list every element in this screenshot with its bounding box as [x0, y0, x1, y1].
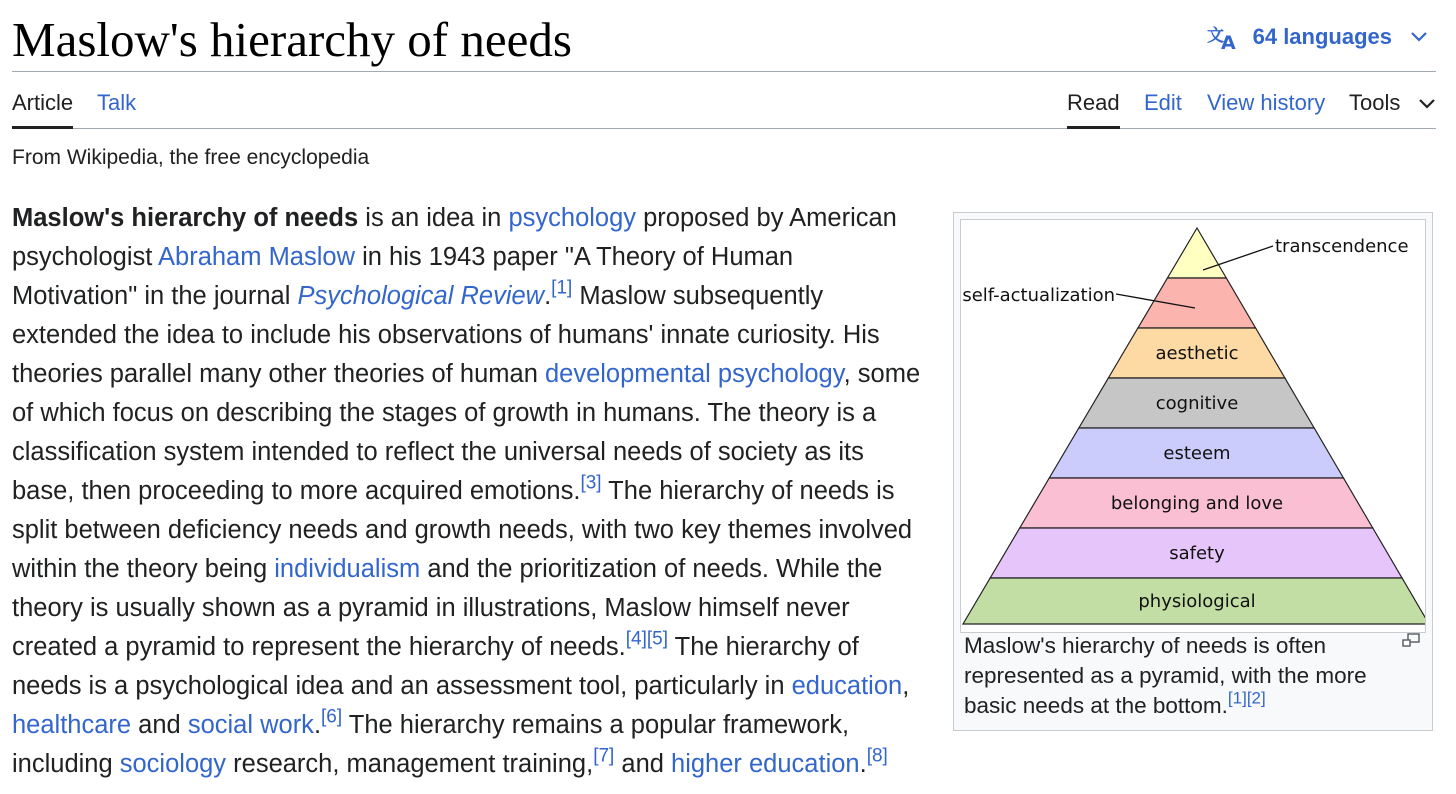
reference-7[interactable]: [7]	[593, 745, 615, 767]
pyramid-label-belonging-and-love: belonging and love	[1110, 493, 1284, 514]
reference-3[interactable]: [3]	[580, 472, 602, 494]
pyramid-label-transcendence: transcendence	[1275, 236, 1409, 257]
site-tagline: From Wikipedia, the free encyclopedia	[12, 146, 370, 169]
language-selector-button[interactable]	[1207, 24, 1428, 50]
reference-4[interactable]: [4]	[625, 628, 647, 650]
reference-8[interactable]: [8]	[866, 745, 888, 767]
svg-text:文: 文	[1206, 26, 1224, 46]
link-abraham-maslow[interactable]: Abraham Maslow	[158, 243, 356, 271]
reference-1[interactable]: [1]	[551, 277, 573, 299]
tab-read[interactable]: Read	[1067, 89, 1120, 129]
tab-talk[interactable]: Talk	[97, 90, 137, 115]
svg-text:A: A	[1220, 32, 1236, 50]
tab-article[interactable]: Article	[12, 89, 73, 129]
page-tabs	[12, 71, 1436, 129]
link-higher-education[interactable]: higher education	[671, 750, 860, 778]
pyramid-label-safety: safety	[1169, 543, 1225, 564]
text-span: .	[313, 711, 322, 739]
reference-6[interactable]: [6]	[321, 706, 343, 728]
text-span: is an idea in	[358, 204, 509, 232]
link-psychological-review[interactable]: Psychological Review	[297, 282, 545, 310]
pyramid-label-physiological: physiological	[1138, 591, 1256, 612]
text-span: research, management training,	[226, 750, 594, 778]
text-span: proposed by American psychologist	[12, 204, 897, 271]
pyramid-label-esteem: esteem	[1163, 443, 1231, 464]
caption-reference-1[interactable]: [1]	[1227, 688, 1247, 708]
link-sociology[interactable]: sociology	[119, 750, 227, 778]
text-span: , some of which focus on describing the stages of growth in humans. The theory is a classification system intended to reflect the universal needs of society as its base, then proceeding to more acquired emotions.	[12, 360, 921, 505]
text-span: The hierarchy of needs is split between deficiency needs and growth needs, with two key themes involved within the theory being	[12, 477, 913, 583]
text-span: ,	[902, 672, 910, 700]
link-psychology[interactable]: psychology	[508, 204, 637, 232]
languages-label: 64 languages	[1252, 24, 1392, 49]
pyramid-level-self-actualization	[1138, 278, 1256, 328]
tools-menu-button[interactable]	[1349, 89, 1436, 126]
magnify-icon[interactable]	[1402, 633, 1420, 652]
text-span: .	[859, 750, 867, 778]
text-span: Maslow subsequently extended the idea to include his observations of humans' innate curiosity. His theories parallel many other theories of human	[12, 282, 880, 388]
link-education[interactable]: education	[791, 672, 903, 700]
pyramid-level-transcendence	[1167, 228, 1226, 278]
reference-5[interactable]: [5]	[646, 628, 669, 650]
text-span: The hierarchy remains a popular framework, including	[12, 711, 850, 778]
pyramid-label-cognitive: cognitive	[1155, 393, 1239, 414]
translate-icon	[1207, 24, 1239, 50]
figure-thumbnail	[953, 212, 1433, 731]
figure-caption	[964, 631, 1424, 721]
text-span: The hierarchy of needs is a psychological idea and an assessment tool, particularly in	[12, 633, 859, 700]
caption-reference-2[interactable]: [2]	[1246, 688, 1266, 708]
tools-label: Tools	[1349, 90, 1401, 115]
chevron-down-icon	[1410, 31, 1428, 43]
pyramid-label-self-actualization: self-actualization	[962, 285, 1115, 306]
link-social-work[interactable]: social work	[187, 711, 314, 739]
caption-text: Maslow's hierarchy of needs is often represented as a pyramid, with the more basic needs at the bottom.	[964, 633, 1367, 718]
lead-bold-term: Maslow's hierarchy of needs	[12, 204, 359, 232]
page-title: Maslow's hierarchy of needs	[12, 12, 572, 67]
pyramid-label-aesthetic: aesthetic	[1155, 343, 1239, 364]
text-span: and the prioritization of needs. While the theory is usually shown as a pyramid in illustrations, Maslow himself never created a pyramid to represent the hierarchy of needs.	[12, 555, 883, 661]
text-span: in his 1943 paper "A Theory of Human Motivation" in the journal	[12, 243, 794, 310]
tab-view-history[interactable]: View history	[1207, 90, 1326, 115]
pyramid-diagram	[961, 220, 1425, 632]
tab-edit[interactable]: Edit	[1144, 90, 1182, 115]
text-span: .	[544, 282, 552, 310]
chevron-down-icon	[1418, 89, 1436, 117]
pyramid-image[interactable]	[960, 219, 1426, 633]
text-span: and	[131, 711, 188, 739]
link-developmental-psychology[interactable]: developmental psychology	[544, 360, 844, 388]
lead-paragraph	[12, 199, 922, 784]
link-individualism[interactable]: individualism	[274, 555, 421, 583]
page-header	[12, 0, 1436, 72]
text-span: and	[614, 750, 672, 778]
link-healthcare[interactable]: healthcare	[12, 711, 132, 739]
